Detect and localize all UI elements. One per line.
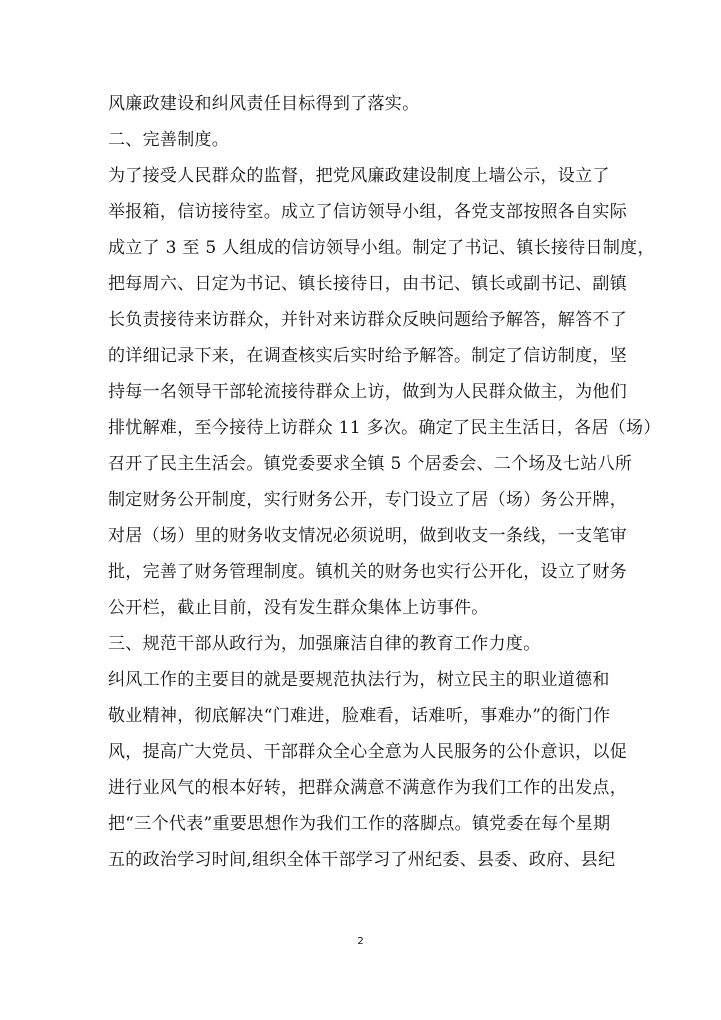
text-line: 批，完善了财务管理制度。镇机关的财务也实行公开化，设立了财务 (108, 562, 627, 582)
text-line: 纠风工作的主要目的就是要规范执法行为，树立民主的职业道德和 (108, 670, 610, 690)
text-line: 举报箱，信访接待室。成立了信访领导小组，各党支部按照各自实际 (108, 202, 627, 222)
text-line: 风，提高广大党员、干部群众全心全意为人民服务的公仆意识，以促 (108, 742, 627, 762)
text-line: 持每一名领导干部轮流接待群众上访，做到为人民群众做主，为他们 (108, 382, 627, 402)
text-line: 长负责接待来访群众，并针对来访群众反映问题给予解答，解答不了 (108, 310, 627, 330)
text-line: 五的政治学习时间,组织全体干部学习了州纪委、县委、政府、县纪 (108, 850, 616, 870)
text-line: 进行业风气的根本好转，把群众满意不满意作为我们工作的出发点， (108, 778, 627, 798)
text-line: 把“三个代表”重要思想作为我们工作的落脚点。镇党委在每个星期 (108, 814, 611, 834)
text-line: 排忧解难，至今接待上访群众 11 多次。确定了民主生活日，各居（场） (108, 418, 661, 438)
section-heading: 二、完善制度。 (108, 130, 230, 150)
text-line: 公开栏，截止目前，没有发生群众集体上访事件。 (108, 598, 489, 618)
text-line: 风廉政建设和纠风责任目标得到了落实。 (108, 94, 420, 114)
text-line: 敬业精神，彻底解决“门难进，脸难看，话难听，事难办”的衙门作 (108, 706, 611, 726)
text-line: 制定财务公开制度，实行财务公开，专门设立了居（场）务公开牌， (108, 490, 627, 510)
text-line: 的详细记录下来，在调查核实后实时给予解答。制定了信访制度，坚 (108, 346, 627, 366)
text-line: 对居（场）里的财务收支情况必须说明，做到收支一条线，一支笔审 (108, 526, 627, 546)
text-line: 把每周六、日定为书记、镇长接待日，由书记、镇长或副书记、副镇 (108, 274, 627, 294)
text-line: 为了接受人民群众的监督，把党风廉政建设制度上墙公示，设立了 (108, 166, 610, 186)
text-line: 召开了民主生活会。镇党委要求全镇 5 个居委会、二个场及七站八所 (108, 454, 633, 474)
text-line: 成立了 3 至 5 人组成的信访领导小组。制定了书记、镇长接待日制度， (108, 238, 655, 258)
page-number: 2 (357, 936, 364, 947)
section-heading: 三、规范干部从政行为，加强廉洁自律的教育工作力度。 (108, 634, 541, 654)
